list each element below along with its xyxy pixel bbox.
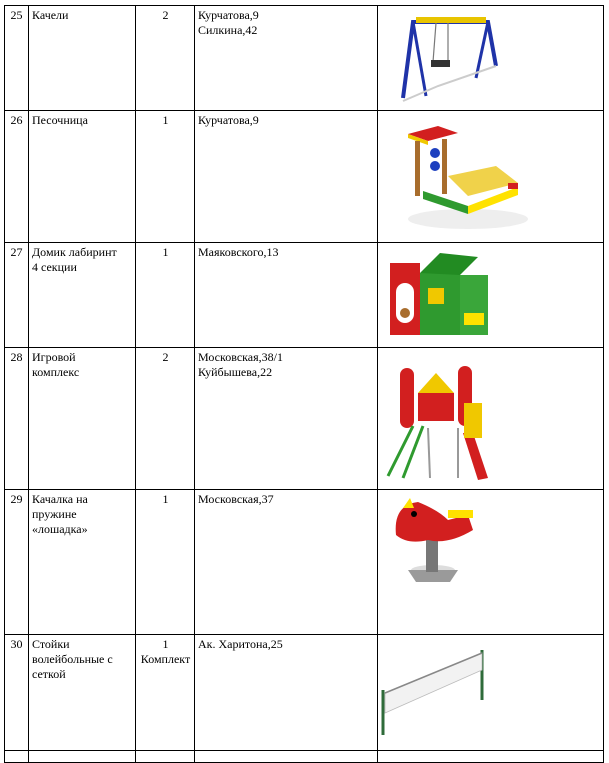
item-address: Маяковского,13 (195, 243, 378, 348)
item-name: Стойки волейбольные с сеткой (29, 635, 136, 751)
row-number: 29 (5, 490, 29, 635)
item-name: Песочница (29, 111, 136, 243)
item-quantity: 2 (136, 6, 195, 111)
item-name: Качалка на пружине «лошадка» (29, 490, 136, 635)
table-row (5, 111, 604, 243)
item-quantity: 1 Комплект (136, 635, 195, 751)
row-number: 25 (5, 6, 29, 111)
inventory-table (4, 5, 604, 763)
item-address: Курчатова,9 Силкина,42 (195, 6, 378, 111)
item-name: Игровой комплекс (29, 348, 136, 490)
table-row (5, 635, 604, 751)
item-name: Домик лабиринт 4 секции (29, 243, 136, 348)
swing-image (378, 6, 604, 111)
item-quantity: 1 (136, 490, 195, 635)
table-row (5, 751, 604, 763)
item-quantity: 1 (136, 111, 195, 243)
table-row (5, 243, 604, 348)
play-complex-image (378, 348, 604, 490)
row-number: 27 (5, 243, 29, 348)
item-quantity: 1 (136, 243, 195, 348)
item-address: Курчатова,9 (195, 111, 378, 243)
maze-house-image (378, 243, 604, 348)
table-row (5, 6, 604, 111)
row-number: 26 (5, 111, 29, 243)
item-quantity: 2 (136, 348, 195, 490)
spring-horse-image (378, 490, 604, 635)
row-number: 28 (5, 348, 29, 490)
item-address: Московская,38/1 Куйбышева,22 (195, 348, 378, 490)
sandbox-image (378, 111, 604, 243)
item-address: Ак. Харитона,25 (195, 635, 378, 751)
item-name: Качели (29, 6, 136, 111)
volleyball-net-image (378, 635, 604, 751)
item-address: Московская,37 (195, 490, 378, 635)
table-row (5, 348, 604, 490)
row-number: 30 (5, 635, 29, 751)
table-row (5, 490, 604, 635)
